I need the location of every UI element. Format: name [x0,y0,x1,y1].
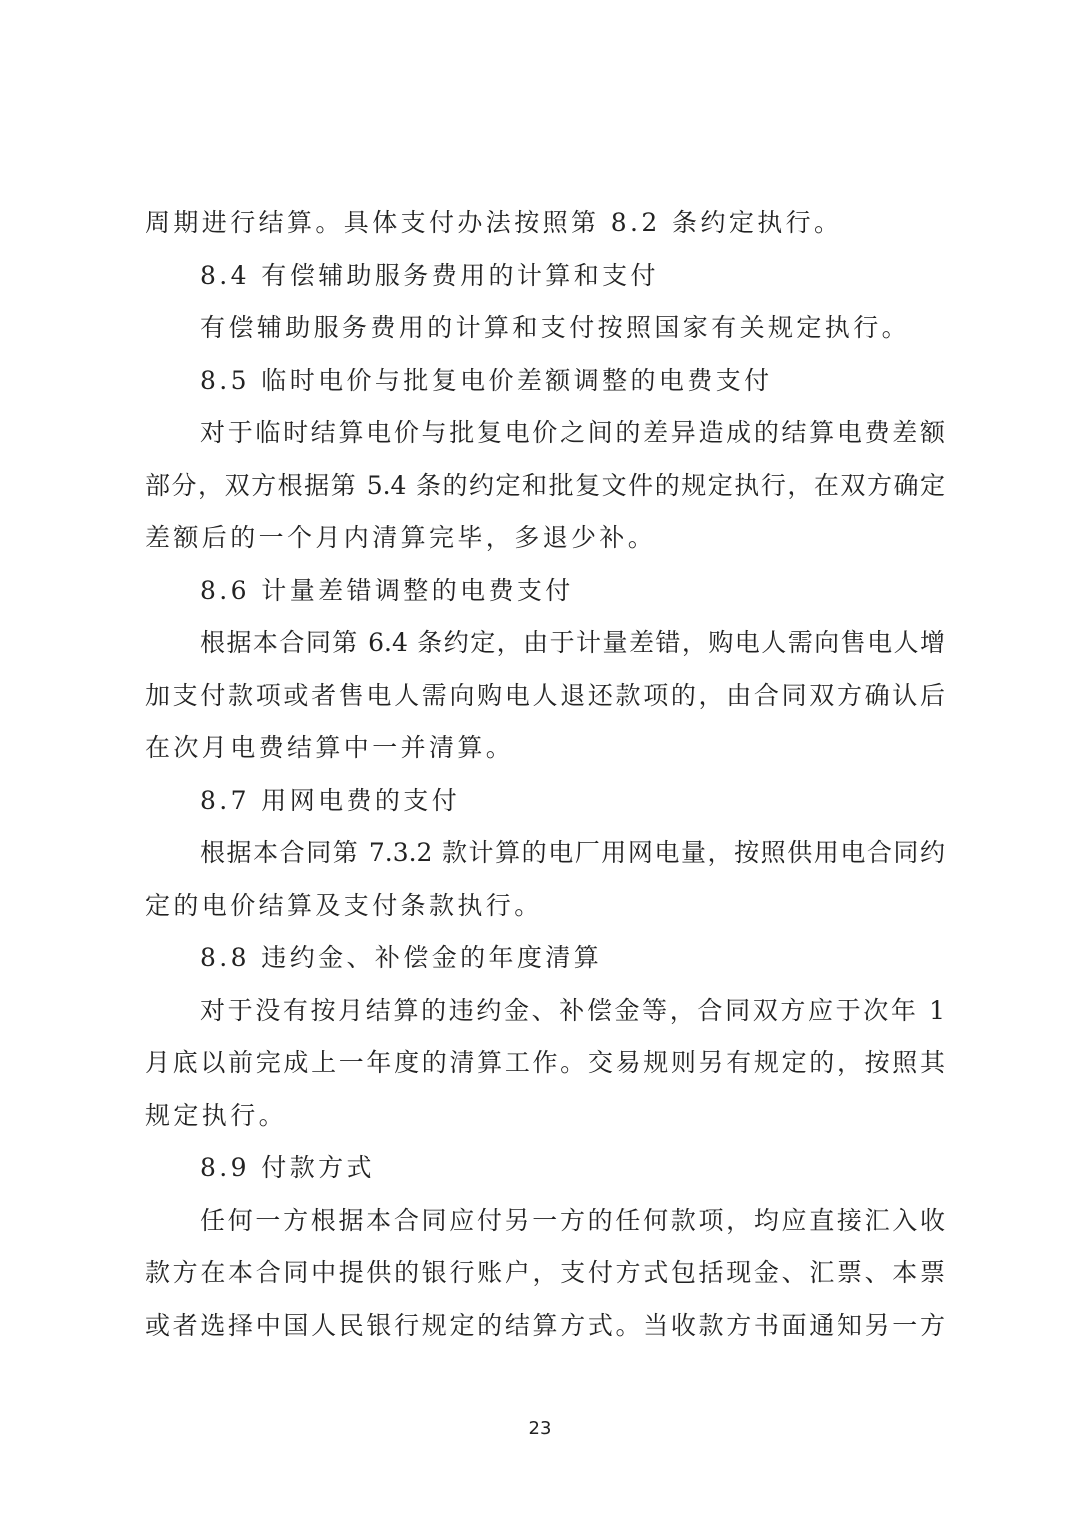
body-text-line: 有偿辅助服务费用的计算和支付按照国家有关规定执行。 [200,313,911,342]
body-text-line: 或者选择中国人民银行规定的结算方式。当收款方书面通知另一方 [145,1311,945,1340]
body-text-line: 规定执行。 [145,1101,288,1130]
section-heading-8-7: 8.7 用网电费的支付 [200,786,461,815]
body-text-line: 定的电价结算及支付条款执行。 [145,891,543,920]
body-text-line: 根据本合同第 7.3.2 款计算的电厂用网电量，按照供用电合同约 [200,838,945,867]
section-heading-8-8: 8.8 违约金、补偿金的年度清算 [200,943,603,972]
body-text-line: 加支付款项或者售电人需向购电人退还款项的，由合同双方确认后 [145,681,945,710]
body-text-line: 周期进行结算。具体支付办法按照第 8.2 条约定执行。 [145,208,843,237]
body-text-line: 差额后的一个月内清算完毕，多退少补。 [145,523,657,552]
body-text-line: 对于没有按月结算的违约金、补偿金等，合同双方应于次年 1 [200,996,945,1025]
body-text-line: 在次月电费结算中一并清算。 [145,733,515,762]
body-text-line: 款方在本合同中提供的银行账户，支付方式包括现金、汇票、本票 [145,1258,945,1287]
section-heading-8-9: 8.9 付款方式 [200,1153,375,1182]
section-heading-8-6: 8.6 计量差错调整的电费支付 [200,576,574,605]
body-text-line: 对于临时结算电价与批复电价之间的差异造成的结算电费差额 [200,418,945,447]
body-text-line: 月底以前完成上一年度的清算工作。交易规则另有规定的，按照其 [145,1048,945,1077]
section-heading-8-5: 8.5 临时电价与批复电价差额调整的电费支付 [200,366,773,395]
body-text-line: 部分，双方根据第 5.4 条的约定和批复文件的规定执行，在双方确定 [145,471,945,500]
body-text-line: 任何一方根据本合同应付另一方的任何款项，均应直接汇入收 [200,1206,945,1235]
section-heading-8-4: 8.4 有偿辅助服务费用的计算和支付 [200,261,659,290]
page-number: 23 [528,1418,552,1439]
body-text-line: 根据本合同第 6.4 条约定，由于计量差错，购电人需向售电人增 [200,628,945,657]
